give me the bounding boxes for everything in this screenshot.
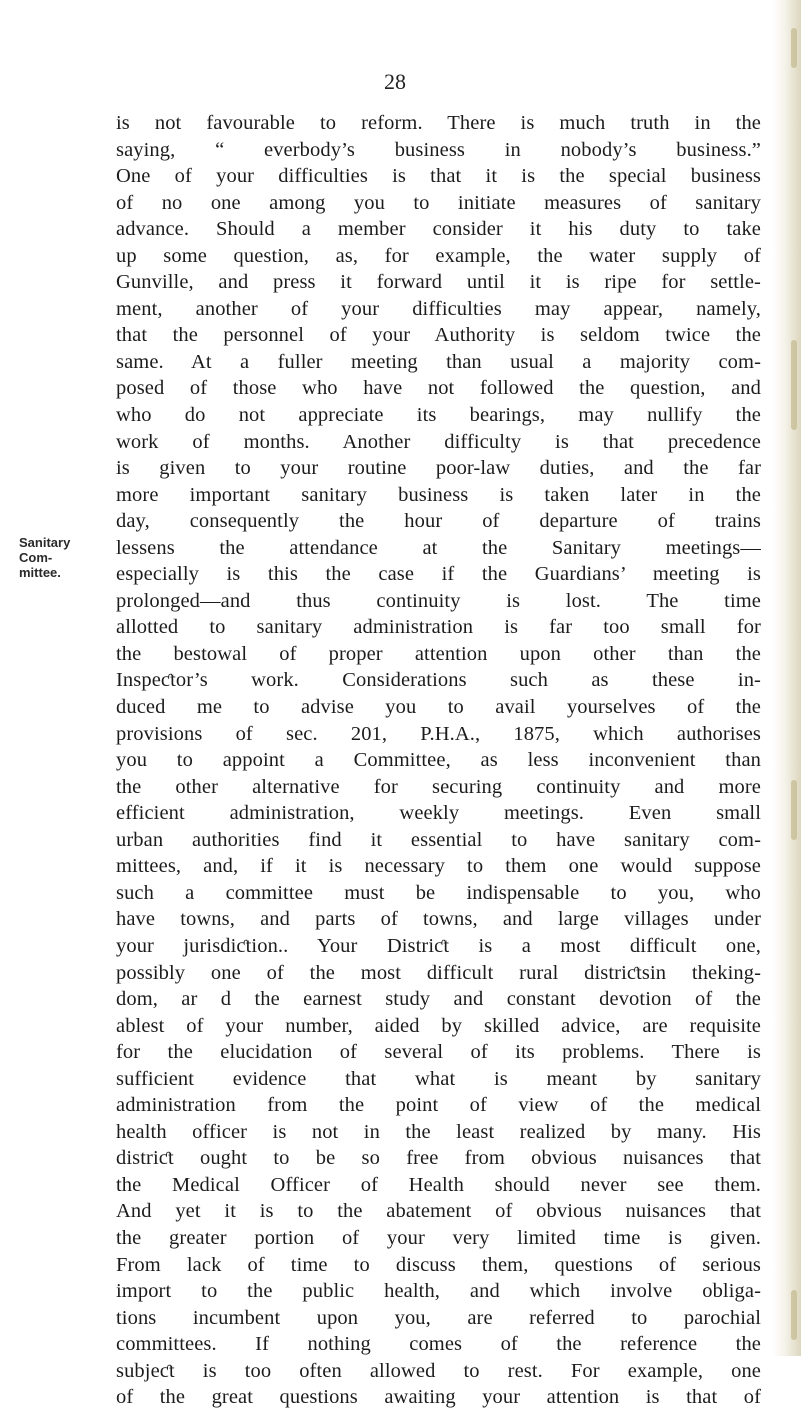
page-edge-mark — [791, 1290, 797, 1340]
text-line: lessens the attendance at the Sanitary meetings— — [116, 536, 761, 559]
text-line: subjeƈt is too often allowed to rest. For example, one — [116, 1359, 761, 1382]
text-line: saying, “ everbody’s business in nobody’s business.” — [116, 138, 761, 161]
text-line: have towns, and parts of towns, and large villages under — [116, 908, 761, 931]
text-line: urban authorities find it essential to have sanitary com- — [116, 828, 761, 851]
text-line: work of months. Another difficulty is that precedence — [116, 430, 761, 453]
text-line: committees. If nothing comes of the reference the — [116, 1333, 761, 1356]
text-line: the Medical Officer of Health should never see them. — [116, 1173, 761, 1196]
text-line: of the great questions awaiting your attention is that of — [116, 1386, 761, 1409]
margin-note-line: mittee. — [19, 565, 61, 580]
text-line: provisions of sec. 201, P.H.A., 1875, which authorises — [116, 722, 761, 745]
text-line: prolonged—and thus continuity is lost. The time — [116, 589, 761, 612]
page-edge-mark — [791, 780, 797, 840]
margin-note-sanitary-committee — [19, 535, 104, 580]
text-line: for the elucidation of several of its problems. There is — [116, 1041, 761, 1064]
text-line: advance. Should a member consider it his duty to take — [116, 218, 761, 241]
page-edge-mark — [791, 340, 797, 430]
text-line: And yet it is to the abatement of obvious nuisances that — [116, 1200, 761, 1223]
text-line: Inspeƈtor’s work. Considerations such as these in- — [116, 669, 761, 692]
text-line: is not favourable to reform. There is much truth in the — [116, 112, 761, 134]
text-line: same. At a fuller meeting than usual a majority com- — [116, 350, 761, 373]
page-number: 28 — [384, 69, 406, 94]
text-line: you to appoint a Committee, as less inconvenient than — [116, 749, 761, 772]
text-line: efficient administration, weekly meetings. Even small — [116, 802, 761, 825]
text-line: ment, another of your difficulties may appear, namely, — [116, 297, 761, 320]
text-line: One of your difficulties is that it is the special business — [116, 165, 761, 188]
text-line: the other alternative for securing continuity and more — [116, 775, 761, 798]
margin-note-line: Sanitary Com- — [19, 535, 71, 565]
text-line: of no one among you to initiate measures of sanitary — [116, 191, 761, 214]
text-line: health officer is not in the least realized by many. His — [116, 1120, 761, 1143]
text-line: ablest of your number, aided by skilled advice, are requisite — [116, 1014, 761, 1037]
text-line: dom, ar d the earnest study and constant devotion of the — [116, 988, 761, 1011]
page-edge-shadow — [773, 0, 801, 1356]
text-line: mittees, and, if it is necessary to them one would suppose — [116, 855, 761, 878]
text-line: day, consequently the hour of departure of trains — [116, 510, 761, 533]
text-line: sufficient evidence that what is meant by sanitary — [116, 1067, 761, 1090]
text-line: allotted to sanitary administration is far too small for — [116, 616, 761, 639]
text-line: up some question, as, for example, the water supply of — [116, 244, 761, 267]
text-line: more important sanitary business is taken later in the — [116, 483, 761, 506]
text-line: tions incumbent upon you, are referred to parochial — [116, 1306, 761, 1329]
text-line: Gunville, and press it forward until it is ripe for settle- — [116, 271, 761, 294]
text-line: posed of those who have not followed the question, and — [116, 377, 761, 400]
text-line: who do not appreciate its bearings, may nullify the — [116, 404, 761, 427]
text-line: your jurisdiƈtion.. Your Distriƈt is a most difficult one, — [116, 934, 761, 957]
text-line: distriƈt ought to be so free from obvious nuisances that — [116, 1147, 761, 1170]
text-line: possibly one of the most difficult rural distriƈtsin theking- — [116, 961, 761, 984]
text-line: such a committee must be indispensable to you, who — [116, 881, 761, 904]
text-line: import to the public health, and which involve obliga- — [116, 1280, 761, 1303]
text-line: that the personnel of your Authority is seldom twice the — [116, 324, 761, 347]
page-edge-mark — [791, 28, 797, 68]
text-line: From lack of time to discuss them, questions of serious — [116, 1253, 761, 1276]
text-line: is given to your routine poor-law duties, and the far — [116, 457, 761, 480]
text-line: duced me to advise you to avail yourselves of the — [116, 696, 761, 719]
text-line: especially is this the case if the Guardians’ meeting is — [116, 563, 761, 586]
text-line: the greater portion of your very limited time is given. — [116, 1226, 761, 1249]
text-line: administration from the point of view of the medical — [116, 1094, 761, 1117]
text-line: the bestowal of proper attention upon other than the — [116, 642, 761, 665]
body-text — [116, 110, 761, 1411]
